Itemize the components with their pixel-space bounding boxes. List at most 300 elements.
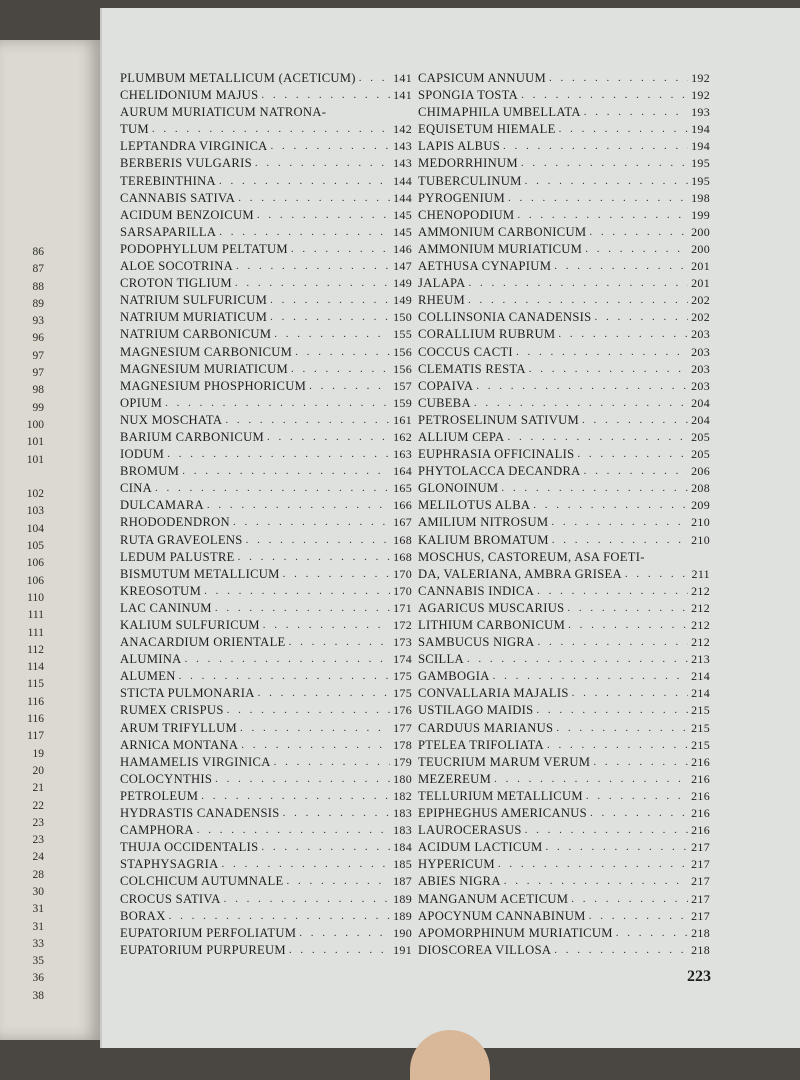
- entry-name: DA, VALERIANA, AMBRA GRISEA: [418, 566, 622, 581]
- left-page-number: 24: [32, 851, 44, 864]
- leader-dots: [508, 190, 688, 207]
- entry-name: TUM: [120, 122, 149, 137]
- entry-page-number: 203: [691, 378, 710, 393]
- entry-page-number: 141: [393, 71, 412, 85]
- leader-dots: [204, 583, 390, 600]
- leader-dots: [625, 566, 689, 583]
- entry-page-number: 170: [393, 583, 412, 598]
- entry-name: JALAPA: [418, 276, 466, 291]
- leader-dots: [501, 480, 688, 497]
- entry-page-number: 171: [393, 600, 412, 615]
- entry-name: MAGNESIUM PHOSPHORICUM: [120, 378, 307, 393]
- entry-name: NATRIUM SULFURICUM: [120, 293, 268, 308]
- entry-page-number: 212: [691, 583, 710, 598]
- left-page-number: 103: [26, 505, 44, 518]
- leader-dots: [546, 839, 689, 856]
- entry-name: RUMEX CRISPUS: [120, 703, 224, 718]
- leader-dots: [240, 720, 390, 737]
- index-entry: [120, 173, 412, 190]
- entry-name: MEZEREUM: [418, 771, 492, 786]
- left-page-number: 89: [32, 297, 44, 310]
- left-page-number: 114: [27, 661, 44, 674]
- entry-name: ACIDUM LACTICUM: [418, 840, 543, 855]
- entry-name: RHODODENDRON: [120, 515, 230, 530]
- index-entry: [120, 207, 412, 224]
- entry-page-number: 218: [691, 942, 710, 957]
- entry-page-number: 216: [691, 754, 710, 769]
- index-entry: [418, 241, 710, 258]
- index-entry: [120, 224, 412, 241]
- index-entry: [120, 361, 412, 378]
- entry-page-number: 217: [691, 891, 710, 906]
- index-entry: [120, 155, 412, 172]
- left-page-number: 35: [32, 955, 44, 968]
- index-entry: [418, 344, 710, 361]
- leader-dots: [167, 446, 390, 463]
- index-entry: [120, 651, 412, 668]
- index-entry: [418, 412, 710, 429]
- left-page-number: 87: [32, 263, 44, 276]
- entry-page-number: 159: [393, 395, 412, 410]
- entry-name: AMMONIUM MURIATICUM: [418, 241, 583, 256]
- index-entry: [418, 258, 710, 275]
- entry-page-number: 193: [691, 105, 710, 120]
- entry-page-number: 163: [393, 447, 412, 462]
- entry-name: PODOPHYLLUM PELTATUM: [120, 241, 288, 256]
- entry-page-number: 216: [691, 806, 710, 821]
- leader-dots: [571, 891, 688, 908]
- entry-name: CHIMAPHILA UMBELLATA: [418, 105, 581, 120]
- index-entry: [120, 190, 412, 207]
- index-entry: [120, 685, 412, 702]
- left-page-numbers: [0, 244, 44, 1005]
- entry-page-number: 216: [691, 771, 710, 786]
- index-entry: [418, 566, 710, 583]
- entry-name: LAPIS ALBUS: [418, 139, 501, 154]
- entry-name: TUBERCULINUM: [418, 173, 522, 188]
- leader-dots: [309, 378, 390, 395]
- index-entry: [418, 583, 710, 600]
- entry-page-number: 143: [393, 156, 412, 171]
- index-entry: [120, 326, 412, 343]
- entry-page-number: 165: [393, 481, 412, 496]
- entry-name: OPIUM: [120, 395, 163, 410]
- leader-dots: [215, 600, 390, 617]
- leader-dots: [554, 258, 688, 275]
- entry-page-number: 212: [691, 635, 710, 650]
- index-entry: [418, 822, 710, 839]
- index-entry: [120, 514, 412, 531]
- leader-dots: [261, 87, 390, 104]
- leader-dots: [516, 344, 688, 361]
- entry-page-number: 216: [691, 788, 710, 803]
- entry-page-number: 182: [393, 788, 412, 803]
- entry-name: SAMBUCUS NIGRA: [418, 635, 535, 650]
- entry-name: COPAIVA: [418, 378, 474, 393]
- index-entry: [418, 395, 710, 412]
- index-entry: [120, 138, 412, 155]
- leader-dots: [494, 771, 688, 788]
- leader-dots: [257, 207, 390, 224]
- entry-name: LEDUM PALUSTRE: [120, 549, 235, 564]
- index-entry: [120, 873, 412, 890]
- entry-name: CROTON TIGLIUM: [120, 276, 232, 291]
- entry-page-number: 217: [691, 908, 710, 923]
- index-entry: [120, 839, 412, 856]
- index-entry: [418, 754, 710, 771]
- index-entry: [120, 805, 412, 822]
- leader-dots: [616, 925, 688, 942]
- left-page-number: 99: [32, 401, 44, 414]
- index-column-right: [418, 70, 710, 959]
- page-number: 223: [687, 968, 711, 985]
- entry-name: DIOSCOREA VILLOSA: [418, 942, 552, 957]
- entry-name: THUJA OCCIDENTALIS: [120, 840, 259, 855]
- entry-name: EPIPHEGHUS AMERICANUS: [418, 806, 587, 821]
- leader-dots: [219, 224, 390, 241]
- index-entry: [120, 480, 412, 497]
- index-entry: [418, 138, 710, 155]
- left-page-number: 38: [32, 989, 44, 1002]
- leader-dots: [286, 873, 390, 890]
- index-entry: [120, 737, 412, 754]
- entry-page-number: 150: [393, 310, 412, 325]
- entry-page-number: 210: [691, 515, 710, 530]
- entry-page-number: 142: [393, 122, 412, 137]
- index-entry: [120, 378, 412, 395]
- entry-name: LITHIUM CARBONICUM: [418, 618, 566, 632]
- leader-dots: [246, 532, 391, 549]
- index-entry: [120, 258, 412, 275]
- entry-name: BORAX: [120, 908, 166, 923]
- entry-page-number: 145: [393, 224, 412, 239]
- index-entry: [120, 942, 412, 959]
- left-page-number: 102: [26, 488, 44, 501]
- leader-dots: [225, 412, 390, 429]
- entry-name: ALLIUM CEPA: [418, 429, 505, 444]
- leader-dots: [590, 805, 688, 822]
- left-page-number: 100: [26, 418, 44, 431]
- index-entry: [120, 702, 412, 719]
- index-entry: [418, 942, 710, 959]
- left-page-number: 117: [27, 730, 44, 743]
- entry-page-number: 168: [393, 549, 412, 564]
- entry-name: PLUMBUM METALLICUM (ACETICUM): [120, 71, 356, 85]
- index-entry: [418, 446, 710, 463]
- left-page-number: 30: [32, 885, 44, 898]
- entry-page-number: 161: [393, 412, 412, 427]
- index-entry: [120, 104, 412, 121]
- entry-name: PETROLEUM: [120, 788, 199, 803]
- leader-dots: [235, 275, 390, 292]
- entry-name: MAGNESIUM CARBONICUM: [120, 344, 293, 359]
- index-entry: [418, 549, 710, 566]
- leader-dots: [554, 942, 688, 959]
- entry-page-number: 205: [691, 447, 710, 462]
- entry-page-number: 210: [691, 532, 710, 547]
- entry-name: HYPERICUM: [418, 857, 495, 872]
- leader-dots: [467, 651, 688, 668]
- index-entry: [418, 224, 710, 241]
- leader-dots: [155, 480, 390, 497]
- entry-page-number: 190: [393, 925, 412, 940]
- leader-dots: [582, 412, 688, 429]
- entry-name: CHENOPODIUM: [418, 207, 515, 222]
- leader-dots: [551, 514, 688, 531]
- entry-page-number: 170: [393, 566, 412, 581]
- index-entry: [120, 566, 412, 583]
- index-entry: [418, 617, 710, 634]
- entry-page-number: 195: [691, 173, 710, 188]
- index-entry: [418, 805, 710, 822]
- index-entry: [120, 600, 412, 617]
- entry-name: ABIES NIGRA: [418, 874, 501, 889]
- entry-name: AETHUSA CYNAPIUM: [418, 259, 552, 274]
- entry-name: ALOE SOCOTRINA: [120, 259, 233, 274]
- leader-dots: [197, 822, 390, 839]
- index-entry: [418, 891, 710, 908]
- leader-dots: [283, 566, 390, 583]
- leader-dots: [221, 856, 390, 873]
- entry-name: CARDUUS MARIANUS: [418, 720, 554, 735]
- index-entry: [120, 497, 412, 514]
- index-entry: [418, 292, 710, 309]
- index-entry: [120, 634, 412, 651]
- leader-dots: [504, 873, 688, 890]
- index-entry: [120, 583, 412, 600]
- leader-dots: [224, 891, 390, 908]
- entry-name: CUBEBA: [418, 395, 471, 410]
- entry-name: MANGANUM ACETICUM: [418, 891, 569, 906]
- left-page-number: 93: [32, 315, 44, 328]
- entry-page-number: 194: [691, 122, 710, 137]
- leader-dots: [258, 685, 391, 702]
- entry-name: TEUCRIUM MARUM VERUM: [418, 754, 591, 769]
- index-entry: [418, 873, 710, 890]
- left-page-number: 116: [27, 713, 44, 726]
- entry-page-number: 212: [691, 618, 710, 632]
- left-page-number: 110: [27, 591, 44, 604]
- leader-dots: [295, 344, 390, 361]
- entry-page-number: 149: [393, 293, 412, 308]
- entry-name: CANNABIS INDICA: [418, 583, 535, 598]
- leader-dots: [572, 685, 688, 702]
- entry-page-number: 144: [393, 173, 412, 188]
- entry-name: PETROSELINUM SATIVUM: [418, 412, 579, 427]
- entry-name: HAMAMELIS VIRGINICA: [120, 754, 271, 769]
- left-page-number: 106: [26, 557, 44, 570]
- index-entry: [418, 190, 710, 207]
- left-page-number: 112: [27, 643, 44, 656]
- index-entry: [418, 87, 710, 104]
- index-entry: [418, 771, 710, 788]
- entry-page-number: 143: [393, 139, 412, 154]
- leader-dots: [274, 754, 390, 771]
- index-entry: [120, 344, 412, 361]
- entry-name: AURUM MURIATICUM NATRONA-: [120, 105, 327, 120]
- entry-name: BARIUM CARBONICUM: [120, 429, 264, 444]
- entry-name: NATRIUM MURIATICUM: [120, 310, 268, 325]
- index-entry: [418, 925, 710, 942]
- index-entry: [120, 121, 412, 138]
- entry-page-number: 214: [691, 686, 710, 701]
- entry-page-number: 192: [691, 71, 710, 85]
- index-entry: [418, 429, 710, 446]
- leader-dots: [549, 70, 688, 87]
- entry-name: COLOCYNTHIS: [120, 771, 213, 786]
- left-page-number: 88: [32, 280, 44, 293]
- entry-name: CINA: [120, 481, 152, 496]
- entry-page-number: 199: [691, 207, 710, 222]
- entry-page-number: 178: [393, 737, 412, 752]
- entry-name: ACIDUM BENZOICUM: [120, 207, 254, 222]
- leader-dots: [533, 497, 688, 514]
- leader-dots: [207, 497, 390, 514]
- index-entry: [120, 617, 412, 634]
- entry-page-number: 172: [393, 618, 412, 632]
- left-page-number: 101: [26, 436, 44, 449]
- entry-page-number: 146: [393, 241, 412, 256]
- entry-name: MAGNESIUM MURIATICUM: [120, 361, 288, 376]
- entry-name: CORALLIUM RUBRUM: [418, 327, 556, 342]
- index-entry: [120, 549, 412, 566]
- index-entry: [120, 788, 412, 805]
- entry-name: ANACARDIUM ORIENTALE: [120, 635, 286, 650]
- leader-dots: [567, 600, 688, 617]
- leader-dots: [233, 514, 390, 531]
- entry-page-number: 144: [393, 190, 412, 205]
- left-page-number: 105: [26, 540, 44, 553]
- entry-page-number: 217: [691, 857, 710, 872]
- entry-page-number: 183: [393, 806, 412, 821]
- index-entry: [120, 822, 412, 839]
- entry-page-number: 174: [393, 652, 412, 667]
- leader-dots: [291, 361, 390, 378]
- leader-dots: [270, 309, 390, 326]
- leader-dots: [503, 138, 688, 155]
- entry-page-number: 189: [393, 908, 412, 923]
- entry-page-number: 194: [691, 139, 710, 154]
- leader-dots: [236, 258, 390, 275]
- entry-page-number: 157: [393, 378, 412, 393]
- entry-name: CLEMATIS RESTA: [418, 361, 526, 376]
- leader-dots: [255, 155, 390, 172]
- left-page-number: 111: [27, 609, 44, 622]
- entry-name: AGARICUS MUSCARIUS: [418, 600, 565, 615]
- leader-dots: [289, 942, 390, 959]
- entry-page-number: 213: [691, 652, 710, 667]
- index-entry: [120, 771, 412, 788]
- index-entry: [418, 309, 710, 326]
- entry-name: BROMUM: [120, 464, 180, 479]
- leader-dots: [517, 207, 688, 224]
- index-entry: [418, 720, 710, 737]
- leader-dots: [474, 395, 688, 412]
- entry-name: BISMUTUM METALLICUM: [120, 566, 280, 581]
- entry-name: SARSAPARILLA: [120, 224, 217, 239]
- entry-page-number: 173: [393, 635, 412, 650]
- left-page-number: 31: [32, 920, 44, 933]
- entry-page-number: 189: [393, 891, 412, 906]
- entry-page-number: 176: [393, 703, 412, 718]
- entry-page-number: 203: [691, 361, 710, 376]
- index-entry: [418, 839, 710, 856]
- entry-page-number: 208: [691, 481, 710, 496]
- leader-dots: [556, 720, 688, 737]
- index-entry: [120, 395, 412, 412]
- index-entry: [418, 788, 710, 805]
- entry-page-number: 156: [393, 361, 412, 376]
- index-entry: [120, 87, 412, 104]
- entry-name: ALUMEN: [120, 669, 176, 684]
- left-page-number: 28: [32, 868, 44, 881]
- left-page-number: 97: [32, 367, 44, 380]
- leader-dots: [215, 771, 390, 788]
- entry-page-number: 145: [393, 207, 412, 222]
- entry-name: TELLURIUM METALLICUM: [418, 788, 583, 803]
- entry-name: AMILIUM NITROSUM: [418, 515, 549, 530]
- index-entry: [120, 463, 412, 480]
- entry-name: EUPATORIUM PURPUREUM: [120, 942, 286, 957]
- entry-name: GLONOINUM: [418, 481, 499, 496]
- leader-dots: [263, 617, 390, 634]
- index-entry: [120, 925, 412, 942]
- leader-dots: [165, 395, 390, 412]
- index-entry: [120, 532, 412, 549]
- entry-name: DULCAMARA: [120, 498, 204, 513]
- entry-name: STAPHYSAGRIA: [120, 857, 219, 872]
- leader-dots: [525, 173, 688, 190]
- index-entry: [418, 856, 710, 873]
- left-page-number: 23: [32, 816, 44, 829]
- left-page-number: 21: [32, 782, 44, 795]
- entry-page-number: 202: [691, 310, 710, 325]
- left-page-number: 111: [27, 626, 44, 639]
- index-entry: [120, 754, 412, 771]
- left-page-number: 36: [32, 972, 44, 985]
- leader-dots: [521, 87, 688, 104]
- index-entry: [418, 463, 710, 480]
- entry-page-number: 205: [691, 429, 710, 444]
- entry-name: RUTA GRAVEOLENS: [120, 532, 243, 547]
- leader-dots: [238, 549, 390, 566]
- leader-dots: [594, 309, 688, 326]
- entry-name: LEPTANDRA VIRGINICA: [120, 139, 268, 154]
- leader-dots: [238, 190, 390, 207]
- leader-dots: [270, 292, 390, 309]
- entry-name: BERBERIS VULGARIS: [120, 156, 252, 171]
- entry-name: TEREBINTHINA: [120, 173, 216, 188]
- left-page: [0, 40, 100, 1040]
- left-page-number: 104: [26, 522, 44, 535]
- entry-name: LAUROCERASUS: [418, 823, 522, 838]
- leader-dots: [182, 463, 390, 480]
- entry-page-number: 195: [691, 156, 710, 171]
- index-entry: [120, 292, 412, 309]
- entry-page-number: 162: [393, 429, 412, 444]
- entry-name: GAMBOGIA: [418, 669, 490, 684]
- index-entry: [120, 856, 412, 873]
- index-entry: [418, 326, 710, 343]
- leader-dots: [589, 224, 688, 241]
- index-entry: [418, 378, 710, 395]
- index-entry: [120, 241, 412, 258]
- entry-page-number: 214: [691, 669, 710, 684]
- leader-dots: [201, 788, 390, 805]
- leader-dots: [507, 429, 688, 446]
- left-page-number: 101: [26, 453, 44, 466]
- left-page-number: 115: [27, 678, 44, 691]
